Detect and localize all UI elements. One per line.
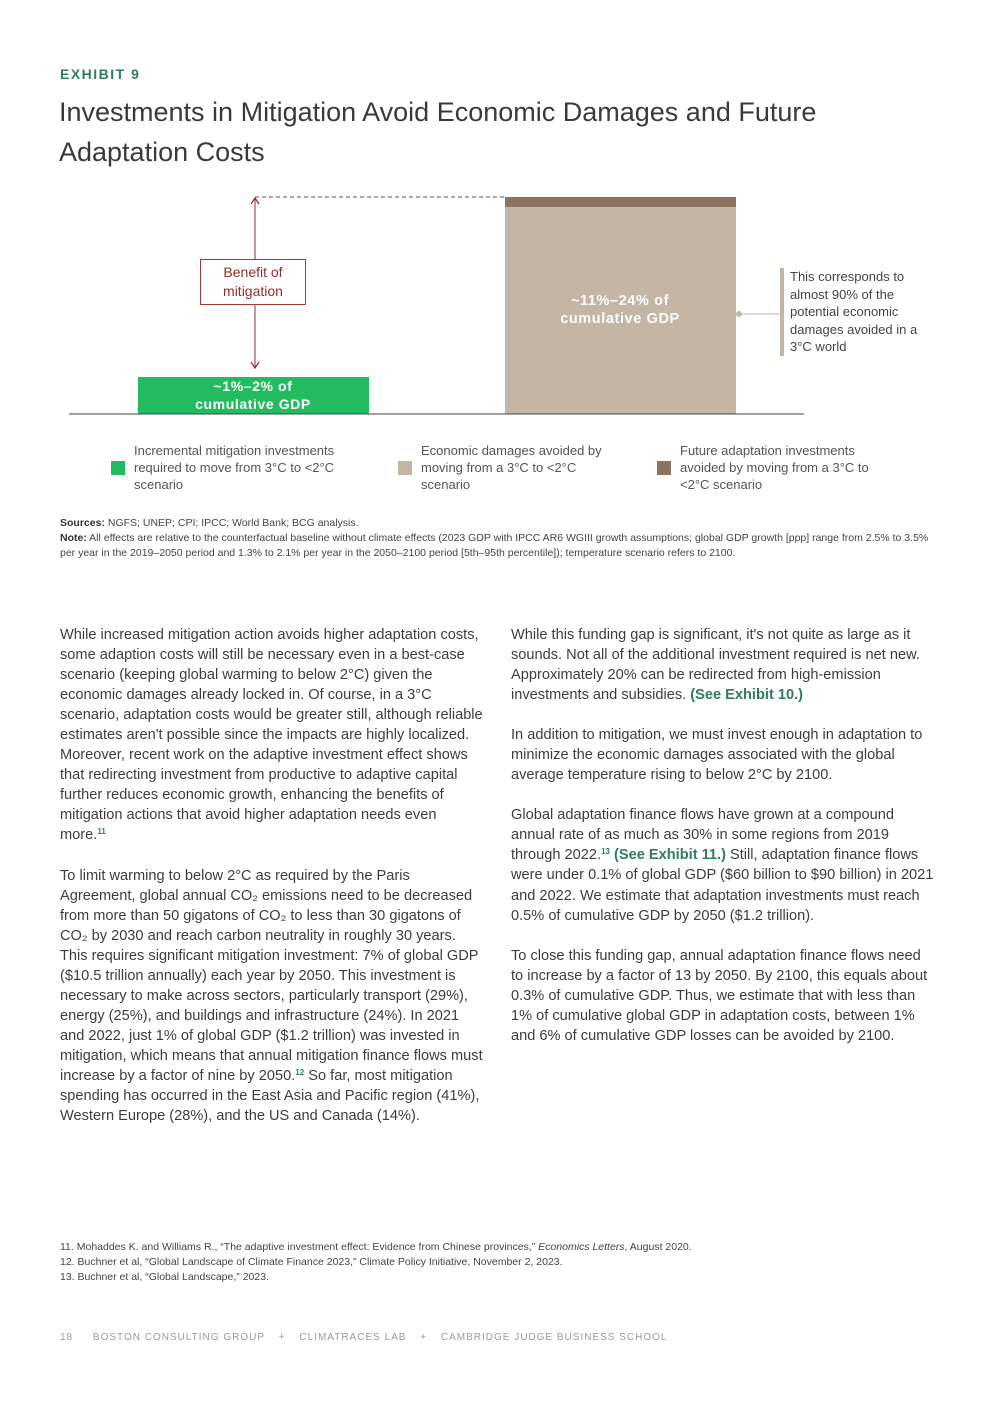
paragraph: In addition to mitigation, we must invest enough in adaptation to minimize the economic damages associated with the global average temperature rising to below 2°C by 2100.	[511, 727, 923, 784]
paragraph: While this funding gap is significant, it's not quite as large as it sounds. Not all of the additional investment required is net new. Approximately 20% can be redirected from high-emission investments and subsidies. (See Exhibit 10.)	[511, 627, 920, 704]
legend-swatch-green	[111, 461, 125, 475]
legend-text: Incremental mitigation investments required to move from 3°C to <2°C scenario	[134, 443, 335, 492]
footnote-13: 13. Buchner et al, “Global Landscape,” 2023.	[60, 1271, 269, 1283]
bar-label-mitigation: ~1%–2% of cumulative GDP	[195, 378, 311, 412]
footer-separator: +	[278, 1332, 286, 1343]
legend-text: Future adaptation investments avoided by moving from a 3°C to <2°C scenario	[680, 443, 869, 492]
footnote-ref[interactable]: 11	[97, 827, 106, 837]
footnote-11: 11. Mohaddes K. and Williams R., “The adaptive investment effect: Evidence from Chinese provinces,” Economics Letters, August 2020.	[60, 1241, 692, 1253]
exhibit-11-link[interactable]: (See Exhibit 11.)	[609, 847, 726, 864]
body-column-left	[60, 625, 485, 1146]
legend-text: Economic damages avoided by moving from a 3°C to <2°C scenario	[421, 443, 602, 492]
paragraph: To close this funding gap, annual adaptation finance flows need to increase by a factor of 13 by 2050. By 2100, this equals about 0.3% of cumulative GDP. Thus, we estimate that with less than 1% of cumulative global GDP in adaptation costs, between 1% and 6% of cumulative GDP losses can be avoided by 2100.	[511, 947, 928, 1044]
paragraph: Global adaptation finance flows have grown at a compound annual rate of as much as 30% in some regions from 2019 through 2022.13 (See Exhibit 11.) Still, adaptation finance flows were under 0.1% of global GDP ($60 billion to $90 billion) in 2021 and 2022. We estimate that adaptation investments must reach 0.5% of cumulative GDP by 2050 ($1.2 trillion).	[511, 807, 934, 924]
legend-item-damages	[398, 442, 613, 493]
footer-org-cambridge: CAMBRIDGE JUDGE BUSINESS SCHOOL	[440, 1332, 668, 1343]
sources-text: NGFS; UNEP; CPI; IPCC; World Bank; BCG analysis.	[104, 517, 359, 529]
bar-label-damages: ~11%–24% of cumulative GDP	[560, 293, 680, 327]
page-footer	[60, 1332, 677, 1343]
paragraph: To limit warming to below 2°C as required by the Paris Agreement, global annual CO₂ emissions need to be decreased from more than 50 gigatons of CO₂ to less than 30 gigatons of CO₂ by 2030 and reach carbon neutrality in roughly 30 years. This requires significant mitigation investment: 7% of global GDP ($10.5 trillion annually) each year by 2050. This investment is necessary to make across sectors, particularly transport (29%), energy (25%), and buildings and infrastructure (24%). In 2021 and 2022, just 1% of global GDP ($1.2 trillion) was invested in mitigation, which means that annual mitigation finance flows must increase by a factor of nine by 2050.12 So far, most mitigation spending has occurred in the East Asia and Pacific region (41%), Western Europe (28%), and the US and Canada (14%).	[60, 867, 483, 1125]
body-column-right	[511, 625, 936, 1066]
legend-swatch-brown	[657, 461, 671, 475]
legend-item-adaptation	[657, 442, 882, 493]
note-text: All effects are relative to the counterfactual baseline without climate effects (2023 GDP with IPCC AR6 WGIII growth assumptions; global GDP growth [ppp] range from 2.5% to 3.5% per year in the 2019–2050 period and 1.3% to 2.1% per year in the 2050–2100 period [5th–95th percentile]); temperature scenario refers to 2100.	[60, 532, 929, 559]
legend-item-mitigation	[111, 442, 366, 493]
footnote-ref[interactable]: 12	[295, 1067, 305, 1077]
footnote-12: 12. Buchner et al, “Global Landscape of Climate Finance 2023,” Climate Policy Initiative, November 2, 2023.	[60, 1256, 563, 1268]
footer-separator: +	[420, 1332, 428, 1343]
sources-note	[60, 516, 940, 561]
exhibit-title: Investments in Mitigation Avoid Economic Damages and Future Adaptation Costs	[59, 97, 817, 167]
exhibit-label: EXHIBIT 9	[60, 66, 141, 82]
sources-label: Sources:	[60, 517, 105, 529]
exhibit-10-link[interactable]: (See Exhibit 10.)	[690, 687, 804, 704]
callout-dot	[736, 311, 742, 317]
page-number: 18	[60, 1332, 74, 1343]
footnote-ref[interactable]: 13	[601, 847, 610, 857]
footer-org-climatraces: CLIMATRACES LAB	[299, 1332, 407, 1343]
bar-adaptation-investments-avoided	[505, 197, 736, 207]
benefit-text: Benefit of mitigation	[223, 264, 283, 299]
note-label: Note:	[60, 532, 87, 544]
paragraph: While increased mitigation action avoids higher adaptation costs, some adaption costs will still be necessary even in a best-case scenario (keeping global warming to below 2°C) given the economic damages already locked in. Of course, in a 3°C scenario, adaptation costs would be greater still, although reliable estimates aren't possible since the impacts are highly localized. Moreover, recent work on the adaptive investment effect shows that redirecting investment from productive to adaptive capital further reduces economic growth, enhancing the benefits of mitigation actions that avoid higher adaptation needs even more.$^{11}$	[60, 627, 483, 844]
benefit-of-mitigation-label	[200, 259, 306, 305]
footnotes	[60, 1240, 940, 1285]
legend-swatch-beige	[398, 461, 412, 475]
footer-org-bcg: BOSTON CONSULTING GROUP	[92, 1332, 265, 1343]
callout-note: This corresponds to almost 90% of the potential economic damages avoided in a 3°C world	[780, 268, 930, 356]
